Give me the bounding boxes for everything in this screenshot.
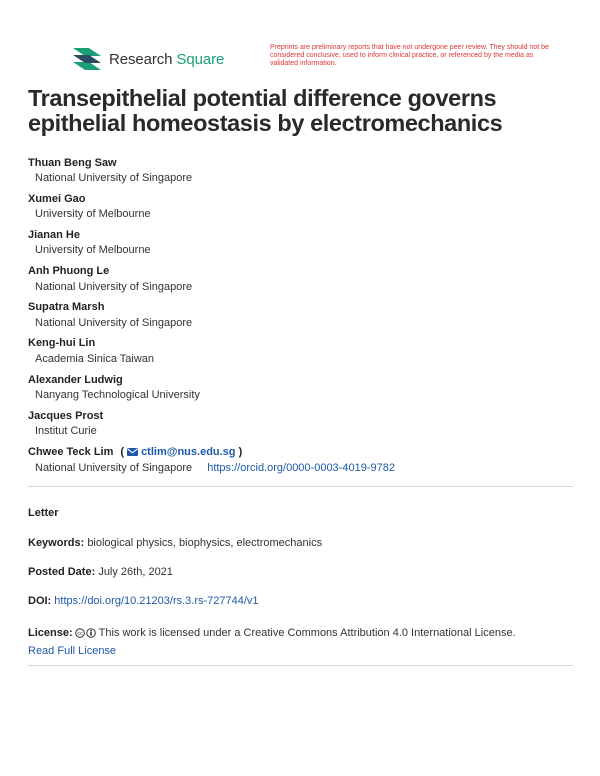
doi-label: DOI:	[28, 595, 52, 607]
attribution-icon	[86, 628, 96, 638]
author-affiliation: National University of Singapore	[35, 280, 193, 293]
mail-icon	[127, 448, 138, 456]
license-row	[28, 624, 516, 660]
license-text: This work is licensed under a Creative Commons Attribution 4.0 International License.	[98, 627, 516, 639]
author-list	[28, 154, 573, 480]
cc-by-icons	[75, 628, 96, 638]
read-full-license-link[interactable]: Read Full License	[28, 645, 117, 657]
keywords-row	[28, 537, 322, 549]
author-name: Jacques Prost	[28, 409, 104, 422]
author-entry-corresponding	[28, 444, 573, 480]
paper-title: Transepithelial potential difference governs epithelial homeostasis by electromechanics	[28, 85, 503, 136]
author-affiliation: Nanyang Technological University	[35, 389, 200, 402]
keywords-value: biological physics, biophysics, electromechanics	[87, 537, 323, 549]
author-name: Thuan Beng Saw	[28, 156, 117, 169]
license-label: License:	[28, 627, 73, 639]
author-name: Alexander Ludwig	[28, 373, 123, 386]
author-name-row	[28, 444, 573, 461]
posted-date-value: July 26th, 2021	[98, 566, 173, 578]
author-entry	[28, 190, 573, 226]
author-name: Jianan He	[28, 228, 80, 241]
author-name: Supatra Marsh	[28, 301, 105, 314]
author-entry	[28, 335, 573, 371]
posted-date-row	[28, 566, 173, 578]
author-affiliation: University of Melbourne	[35, 244, 151, 257]
author-entry	[28, 371, 573, 407]
posted-date-label: Posted Date:	[28, 566, 96, 578]
divider	[28, 665, 573, 666]
divider	[28, 486, 573, 487]
author-name: Chwee Teck Lim	[28, 446, 114, 458]
keywords-label: Keywords:	[28, 537, 85, 549]
brand-name: Research Square	[109, 50, 225, 68]
author-affiliation: National University of Singapore	[35, 172, 193, 184]
author-entry	[28, 154, 573, 190]
author-entry	[28, 263, 573, 299]
author-affiliation: National University of Singapore	[35, 316, 193, 329]
email-link[interactable]: ctlim@nus.edu.sg	[141, 446, 236, 458]
author-name: Xumei Gao	[28, 192, 86, 205]
research-square-logo-icon	[73, 48, 101, 70]
author-entry	[28, 226, 573, 262]
creative-commons-icon	[75, 628, 85, 638]
author-entry	[28, 299, 573, 335]
orcid-link[interactable]: https://orcid.org/0000-0003-4019-9782	[207, 461, 395, 474]
author-name: Keng-hui Lin	[28, 337, 96, 350]
svg-text:cc: cc	[76, 631, 83, 637]
author-affiliation: Institut Curie	[35, 425, 97, 438]
affiliation-row	[28, 461, 573, 475]
doi-link[interactable]: https://doi.org/10.21203/rs.3.rs-727744/v1	[54, 595, 259, 607]
author-affiliation: University of Melbourne	[35, 208, 151, 221]
email-link-group[interactable]: ( ctlim@nus.edu.sg )	[120, 446, 243, 458]
article-type: Letter	[28, 507, 59, 519]
author-affiliation: National University of Singapore	[35, 461, 193, 474]
doi-row	[28, 595, 259, 607]
preprint-notice: Preprints are preliminary reports that have not undergone peer review. They should not be considered conclusive, used to inform clinical practice, or referenced by the media as validated information.	[270, 44, 549, 67]
author-affiliation: Academia Sinica Taiwan	[35, 352, 155, 365]
research-square-logo[interactable]	[73, 48, 224, 70]
author-name: Anh Phuong Le	[28, 265, 110, 278]
author-entry	[28, 407, 573, 443]
